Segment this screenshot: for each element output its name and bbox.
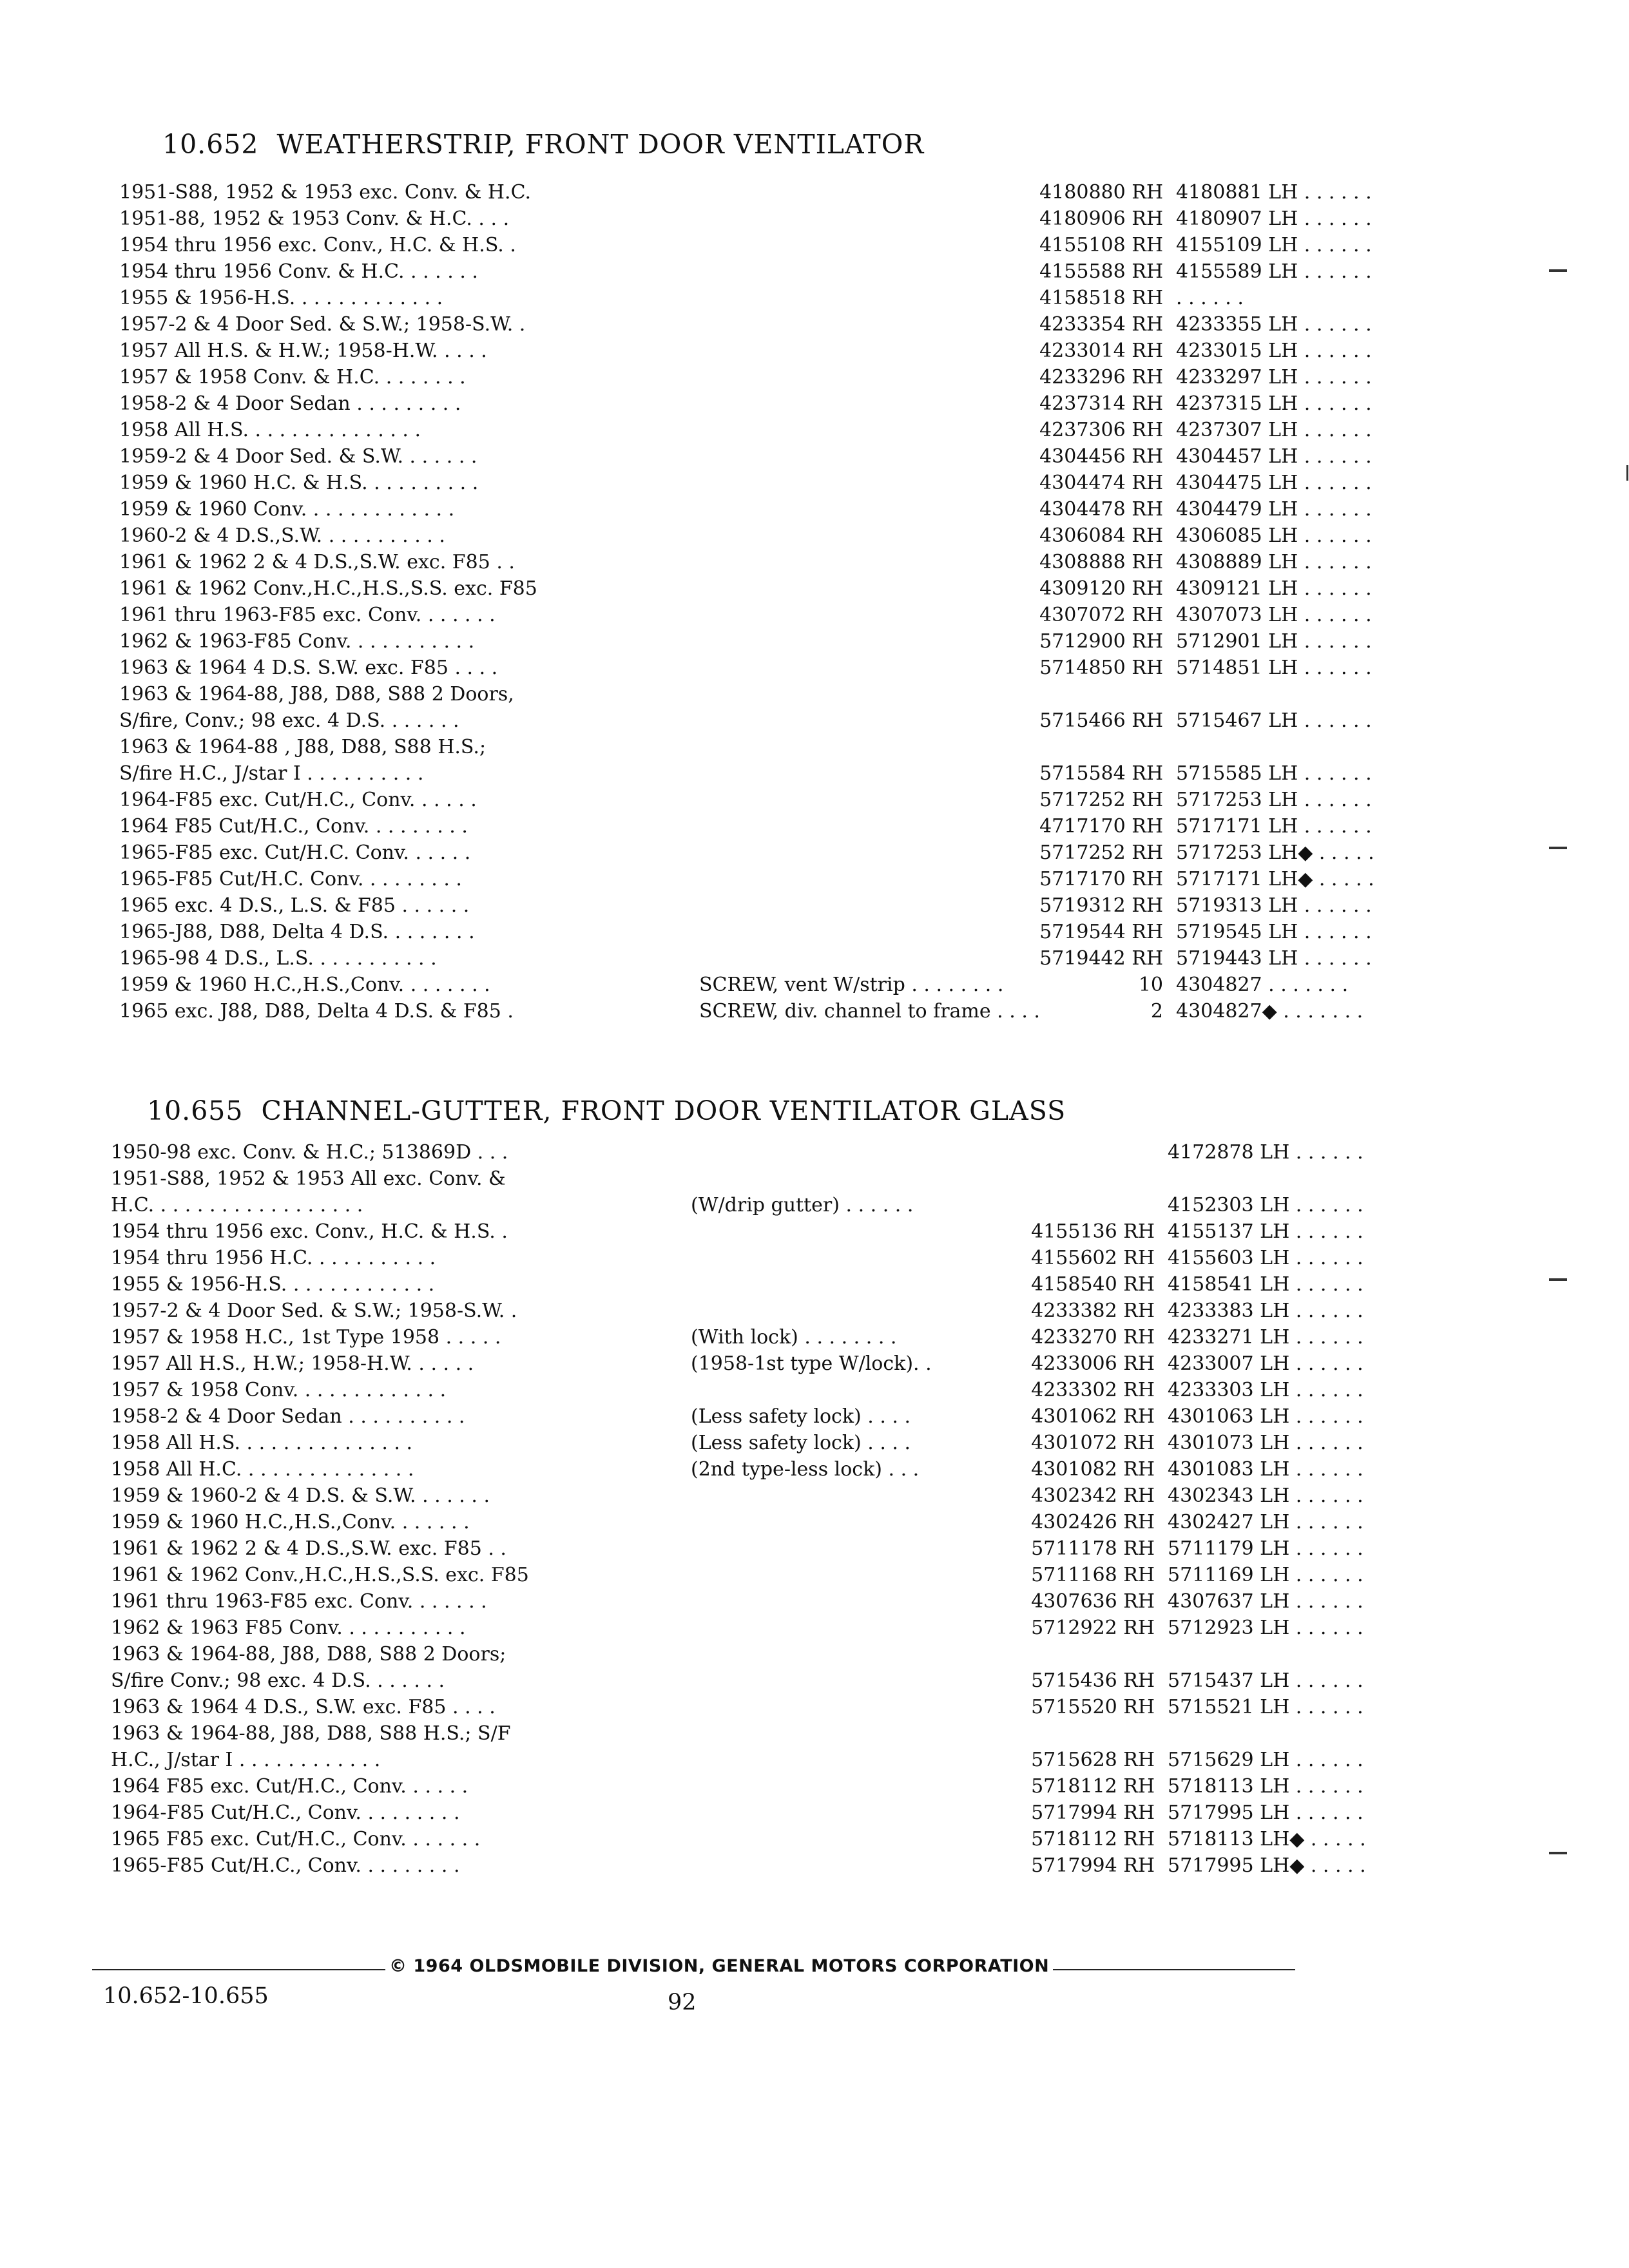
model-cell: 1958 All H.C. . . . . . . . . . . . . . . bbox=[111, 1458, 414, 1481]
lh-part-number: 5717995 LH . . . . . . bbox=[1168, 1802, 1364, 1824]
copyright-notice: © 1964 OLDSMOBILE DIVISION, GENERAL MOTORS CORPORATION bbox=[385, 1956, 1053, 1976]
rh-part-number: 5711168 RH bbox=[1031, 1564, 1155, 1586]
rh-part-number: 4233006 RH bbox=[1031, 1352, 1155, 1375]
model-cell: 1958 All H.S. . . . . . . . . . . . . . . bbox=[119, 419, 421, 441]
lh-part-number: 4233297 LH . . . . . . bbox=[1176, 366, 1372, 389]
margin-tick bbox=[1626, 465, 1628, 481]
table-row bbox=[119, 575, 1629, 602]
note-cell: (Less safety lock) . . . . bbox=[691, 1405, 911, 1428]
lh-part-number: 4233007 LH . . . . . . bbox=[1168, 1352, 1364, 1375]
lh-part-number: 4302427 LH . . . . . . bbox=[1168, 1511, 1364, 1533]
table-row bbox=[111, 1166, 1629, 1218]
lh-part-number: 4304457 LH . . . . . . bbox=[1176, 445, 1372, 468]
model-cell: 1954 thru 1956 H.C. . . . . . . . . . . bbox=[111, 1247, 436, 1269]
table-row bbox=[111, 1694, 1629, 1720]
lh-part-number: 4301073 LH . . . . . . bbox=[1168, 1432, 1364, 1454]
lh-part-number: 4237307 LH . . . . . . bbox=[1176, 419, 1372, 441]
model-cell: 1957 & 1958 Conv. & H.C. . . . . . . . bbox=[119, 366, 466, 389]
note-cell: (1958-1st type W/lock). . bbox=[691, 1352, 932, 1375]
margin-tick bbox=[1549, 847, 1567, 849]
note-cell: SCREW, vent W/strip . . . . . . . . bbox=[699, 974, 1004, 996]
rh-part-number: 4304456 RH bbox=[1039, 445, 1163, 468]
table-row bbox=[119, 655, 1629, 681]
lh-part-number: 5717171 LH . . . . . . bbox=[1176, 815, 1372, 838]
lh-part-number: 5714851 LH . . . . . . bbox=[1176, 657, 1372, 679]
table-row bbox=[111, 1245, 1629, 1271]
table-row bbox=[119, 258, 1629, 285]
table-row bbox=[111, 1588, 1629, 1615]
rh-part-number: 5717994 RH bbox=[1031, 1854, 1155, 1877]
margin-tick bbox=[1549, 1278, 1567, 1281]
lh-part-number: 5712901 LH . . . . . . bbox=[1176, 630, 1372, 653]
lh-part-number: 4155603 LH . . . . . . bbox=[1168, 1247, 1364, 1269]
model-cell: 1964-F85 exc. Cut/H.C., Conv. . . . . . bbox=[119, 789, 477, 811]
table-row bbox=[119, 628, 1629, 655]
page-reference: 10.652-10.655 bbox=[103, 1983, 269, 2009]
table-row bbox=[111, 1720, 1629, 1773]
model-cell: 1958 All H.S. . . . . . . . . . . . . . . bbox=[111, 1432, 413, 1454]
model-cell: 1965-F85 Cut/H.C., Conv. . . . . . . . . bbox=[111, 1854, 460, 1877]
lh-part-number: 4308889 LH . . . . . . bbox=[1176, 551, 1372, 573]
table-row bbox=[119, 232, 1629, 258]
model-cell: 1950-98 exc. Conv. & H.C.; 513869D . . . bbox=[111, 1141, 508, 1164]
section-title-10655 bbox=[147, 1095, 1066, 1126]
model-cell: 1961 & 1962 Conv.,H.C.,H.S.,S.S. exc. F85 bbox=[119, 577, 537, 600]
page-number: 92 bbox=[668, 1990, 697, 2015]
table-row bbox=[119, 179, 1629, 206]
table-row bbox=[119, 681, 1629, 734]
table-row bbox=[119, 866, 1629, 892]
margin-tick bbox=[1549, 269, 1567, 272]
table-row bbox=[119, 206, 1629, 232]
table-row bbox=[111, 1271, 1629, 1298]
table-row bbox=[119, 338, 1629, 364]
rh-part-number: 4233296 RH bbox=[1039, 366, 1163, 389]
table-row bbox=[111, 1483, 1629, 1509]
lh-part-number: 4180907 LH . . . . . . bbox=[1176, 207, 1372, 230]
table-row bbox=[111, 1324, 1629, 1350]
model-cell: 1957 All H.S. & H.W.; 1958-H.W. . . . . bbox=[119, 340, 487, 362]
lh-part-number: 5712923 LH . . . . . . bbox=[1168, 1617, 1364, 1639]
lh-part-number: 4233303 LH . . . . . . bbox=[1168, 1379, 1364, 1401]
table-row bbox=[119, 443, 1629, 470]
rh-part-number: 4155588 RH bbox=[1039, 260, 1163, 283]
table-row bbox=[119, 787, 1629, 813]
rh-part-number: 4306084 RH bbox=[1039, 524, 1163, 547]
rh-part-number: 4233014 RH bbox=[1039, 340, 1163, 362]
model-cell: 1964 F85 Cut/H.C., Conv. . . . . . . . . bbox=[119, 815, 468, 838]
table-row bbox=[119, 945, 1629, 972]
model-cell: 1963 & 1964 4 D.S. S.W. exc. F85 . . . . bbox=[119, 657, 498, 679]
rh-part-number: 5717994 RH bbox=[1031, 1802, 1155, 1824]
table-row bbox=[111, 1615, 1629, 1641]
parts-table-10652 bbox=[119, 179, 1629, 1024]
model-cell: 1954 thru 1956 exc. Conv., H.C. & H.S. . bbox=[111, 1220, 508, 1243]
rh-part-number: 4233270 RH bbox=[1031, 1326, 1155, 1349]
model-cell: 1959 & 1960 Conv. . . . . . . . . . . . . bbox=[119, 498, 455, 521]
lh-part-number: 4233355 LH . . . . . . bbox=[1176, 313, 1372, 336]
lh-part-number: 5717995 LH◆ . . . . . bbox=[1168, 1854, 1366, 1877]
lh-part-number: . . . . . . bbox=[1176, 287, 1244, 309]
rh-part-number: 5715466 RH bbox=[1039, 709, 1163, 732]
lh-part-number: 4152303 LH . . . . . . bbox=[1168, 1194, 1364, 1216]
model-cell: 1955 & 1956-H.S. . . . . . . . . . . . . bbox=[119, 287, 443, 309]
table-row bbox=[111, 1535, 1629, 1562]
rh-part-number: 4717170 RH bbox=[1039, 815, 1163, 838]
lh-part-number: 4307637 LH . . . . . . bbox=[1168, 1590, 1364, 1613]
model-cell: 1961 & 1962 2 & 4 D.S.,S.W. exc. F85 . . bbox=[119, 551, 515, 573]
model-cell: 1958-2 & 4 Door Sedan . . . . . . . . . bbox=[119, 392, 461, 415]
rh-part-number: 4301062 RH bbox=[1031, 1405, 1155, 1428]
note-cell: SCREW, div. channel to frame . . . . bbox=[699, 1000, 1040, 1023]
lh-part-number: 4306085 LH . . . . . . bbox=[1176, 524, 1372, 547]
lh-part-number: 5718113 LH . . . . . . bbox=[1168, 1775, 1364, 1798]
rh-part-number: 5719544 RH bbox=[1039, 921, 1163, 943]
model-cell: 1962 & 1963-F85 Conv. . . . . . . . . . . bbox=[119, 630, 475, 653]
table-row bbox=[111, 1139, 1629, 1166]
lh-part-number: 5717171 LH◆ . . . . . bbox=[1176, 868, 1374, 890]
note-cell: (With lock) . . . . . . . . bbox=[691, 1326, 897, 1349]
rh-part-number: 4237306 RH bbox=[1039, 419, 1163, 441]
model-cell: 1965 exc. 4 D.S., L.S. & F85 . . . . . . bbox=[119, 894, 470, 917]
lh-part-number: 5715629 LH . . . . . . bbox=[1168, 1749, 1364, 1771]
model-cell: 1964-F85 Cut/H.C., Conv. . . . . . . . . bbox=[111, 1802, 460, 1824]
rh-part-number: 4301082 RH bbox=[1031, 1458, 1155, 1481]
lh-part-number: 4301083 LH . . . . . . bbox=[1168, 1458, 1364, 1481]
model-cell: 1961 thru 1963-F85 exc. Conv. . . . . . . bbox=[119, 604, 496, 626]
rh-part-number: 4158518 RH bbox=[1039, 287, 1163, 309]
margin-tick bbox=[1549, 1852, 1567, 1854]
section-heading: WEATHERSTRIP, FRONT DOOR VENTILATOR bbox=[276, 129, 925, 160]
section-title-10652 bbox=[162, 129, 924, 160]
model-cell: 1959 & 1960-2 & 4 D.S. & S.W. . . . . . . bbox=[111, 1485, 490, 1507]
lh-part-number: 4180881 LH . . . . . . bbox=[1176, 181, 1372, 204]
lh-part-number: 4304827◆ . . . . . . . bbox=[1176, 1000, 1364, 1023]
rh-part-number: 5719312 RH bbox=[1039, 894, 1163, 917]
lh-part-number: 4155109 LH . . . . . . bbox=[1176, 234, 1372, 256]
model-cell: 1959-2 & 4 Door Sed. & S.W. . . . . . . bbox=[119, 445, 477, 468]
lh-part-number: 5719313 LH . . . . . . bbox=[1176, 894, 1372, 917]
rh-part-number: 4180906 RH bbox=[1039, 207, 1163, 230]
table-row bbox=[119, 364, 1629, 390]
table-row bbox=[119, 919, 1629, 945]
section-heading: CHANNEL-GUTTER, FRONT DOOR VENTILATOR GLASS bbox=[261, 1095, 1066, 1126]
lh-part-number: 5717253 LH◆ . . . . . bbox=[1176, 841, 1374, 864]
rh-part-number: 4155136 RH bbox=[1031, 1220, 1155, 1243]
lh-part-number: 5711179 LH . . . . . . bbox=[1168, 1537, 1364, 1560]
table-row bbox=[111, 1641, 1629, 1694]
footer-rule-left bbox=[92, 1969, 389, 1970]
table-row bbox=[119, 390, 1629, 417]
table-row bbox=[119, 972, 1629, 998]
model-cell: 1961 thru 1963-F85 exc. Conv. . . . . . . bbox=[111, 1590, 487, 1613]
lh-part-number: 4302343 LH . . . . . . bbox=[1168, 1485, 1364, 1507]
lh-part-number: 4155137 LH . . . . . . bbox=[1168, 1220, 1364, 1243]
model-cell: 1963 & 1964-88, J88, D88, S88 2 Doors, S/fire, Conv.; 98 exc. 4 D.S. . . . . . . bbox=[119, 683, 514, 732]
quantity: 2 bbox=[1150, 1000, 1163, 1023]
note-cell: (W/drip gutter) . . . . . . bbox=[691, 1194, 914, 1216]
model-cell: 1963 & 1964-88, J88, D88, S88 H.S.; S/F H.C., J/star I . . . . . . . . . . . . bbox=[111, 1722, 511, 1771]
lh-part-number: 4233383 LH . . . . . . bbox=[1168, 1300, 1364, 1322]
lh-part-number: 4307073 LH . . . . . . bbox=[1176, 604, 1372, 626]
table-row bbox=[111, 1377, 1629, 1403]
lh-part-number: 5715437 LH . . . . . . bbox=[1168, 1669, 1364, 1692]
quantity: 10 bbox=[1138, 974, 1163, 996]
model-cell: 1965-F85 Cut/H.C. Conv. . . . . . . . . bbox=[119, 868, 462, 890]
table-row bbox=[119, 523, 1629, 549]
lh-part-number: 4304475 LH . . . . . . bbox=[1176, 472, 1372, 494]
rh-part-number: 4302342 RH bbox=[1031, 1485, 1155, 1507]
rh-part-number: 4180880 RH bbox=[1039, 181, 1163, 204]
table-row bbox=[111, 1218, 1629, 1245]
table-row bbox=[119, 813, 1629, 840]
model-cell: 1958-2 & 4 Door Sedan . . . . . . . . . . bbox=[111, 1405, 465, 1428]
table-row bbox=[111, 1509, 1629, 1535]
table-row bbox=[119, 892, 1629, 919]
rh-part-number: 5717170 RH bbox=[1039, 868, 1163, 890]
table-row bbox=[111, 1852, 1629, 1879]
rh-part-number: 4307636 RH bbox=[1031, 1590, 1155, 1613]
rh-part-number: 5717252 RH bbox=[1039, 789, 1163, 811]
rh-part-number: 4233354 RH bbox=[1039, 313, 1163, 336]
section-number: 10.655 bbox=[147, 1095, 244, 1126]
model-cell: 1965-J88, D88, Delta 4 D.S. . . . . . . . bbox=[119, 921, 475, 943]
model-cell: 1965-F85 exc. Cut/H.C. Conv. . . . . . bbox=[119, 841, 471, 864]
rh-part-number: 5715520 RH bbox=[1031, 1696, 1155, 1718]
lh-part-number: 5711169 LH . . . . . . bbox=[1168, 1564, 1364, 1586]
model-cell: 1964 F85 exc. Cut/H.C., Conv. . . . . . bbox=[111, 1775, 468, 1798]
lh-part-number: 5719545 LH . . . . . . bbox=[1176, 921, 1372, 943]
rh-part-number: 4304474 RH bbox=[1039, 472, 1163, 494]
model-cell: 1959 & 1960 H.C. & H.S. . . . . . . . . . bbox=[119, 472, 479, 494]
rh-part-number: 4233302 RH bbox=[1031, 1379, 1155, 1401]
table-row bbox=[111, 1430, 1629, 1456]
rh-part-number: 5715584 RH bbox=[1039, 762, 1163, 785]
model-cell: 1957-2 & 4 Door Sed. & S.W.; 1958-S.W. . bbox=[111, 1300, 517, 1322]
rh-part-number: 4158540 RH bbox=[1031, 1273, 1155, 1296]
rh-part-number: 4301072 RH bbox=[1031, 1432, 1155, 1454]
lh-part-number: 4155589 LH . . . . . . bbox=[1176, 260, 1372, 283]
table-row bbox=[119, 998, 1629, 1024]
model-cell: 1960-2 & 4 D.S.,S.W. . . . . . . . . . . bbox=[119, 524, 445, 547]
lh-part-number: 5717253 LH . . . . . . bbox=[1176, 789, 1372, 811]
table-row bbox=[119, 549, 1629, 575]
rh-part-number: 4308888 RH bbox=[1039, 551, 1163, 573]
model-cell: 1965-98 4 D.S., L.S. . . . . . . . . . . bbox=[119, 947, 437, 970]
table-row bbox=[119, 602, 1629, 628]
model-cell: 1951-S88, 1952 & 1953 All exc. Conv. & H.C. . . . . . . . . . . . . . . . . . bbox=[111, 1168, 506, 1216]
model-cell: 1961 & 1962 Conv.,H.C.,H.S.,S.S. exc. F85 bbox=[111, 1564, 529, 1586]
rh-part-number: 4155108 RH bbox=[1039, 234, 1163, 256]
model-cell: 1957 & 1958 Conv. . . . . . . . . . . . . bbox=[111, 1379, 447, 1401]
model-cell: 1963 & 1964-88 , J88, D88, S88 H.S.; S/fire H.C., J/star I . . . . . . . . . . bbox=[119, 736, 487, 785]
rh-part-number: 5712900 RH bbox=[1039, 630, 1163, 653]
table-row bbox=[111, 1773, 1629, 1800]
lh-part-number: 5719443 LH . . . . . . bbox=[1176, 947, 1372, 970]
table-row bbox=[119, 840, 1629, 866]
rh-part-number: 5715436 RH bbox=[1031, 1669, 1155, 1692]
lh-part-number: 4301063 LH . . . . . . bbox=[1168, 1405, 1364, 1428]
rh-part-number: 4304478 RH bbox=[1039, 498, 1163, 521]
table-row bbox=[111, 1562, 1629, 1588]
lh-part-number: 5718113 LH◆ . . . . . bbox=[1168, 1828, 1366, 1850]
table-row bbox=[111, 1826, 1629, 1852]
model-cell: 1957 All H.S., H.W.; 1958-H.W. . . . . . bbox=[111, 1352, 474, 1375]
model-cell: 1961 & 1962 2 & 4 D.S.,S.W. exc. F85 . . bbox=[111, 1537, 506, 1560]
lh-part-number: 4237315 LH . . . . . . bbox=[1176, 392, 1372, 415]
model-cell: 1963 & 1964 4 D.S., S.W. exc. F85 . . . . bbox=[111, 1696, 496, 1718]
rh-part-number: 4237314 RH bbox=[1039, 392, 1163, 415]
rh-part-number: 5718112 RH bbox=[1031, 1775, 1155, 1798]
model-cell: 1957 & 1958 H.C., 1st Type 1958 . . . . . bbox=[111, 1326, 501, 1349]
table-row bbox=[119, 470, 1629, 496]
note-cell: (Less safety lock) . . . . bbox=[691, 1432, 911, 1454]
rh-part-number: 5712922 RH bbox=[1031, 1617, 1155, 1639]
rh-part-number: 5718112 RH bbox=[1031, 1828, 1155, 1850]
lh-part-number: 4233271 LH . . . . . . bbox=[1168, 1326, 1364, 1349]
table-row bbox=[119, 734, 1629, 787]
model-cell: 1959 & 1960 H.C.,H.S.,Conv. . . . . . . . bbox=[119, 974, 490, 996]
model-cell: 1965 F85 exc. Cut/H.C., Conv. . . . . . . bbox=[111, 1828, 481, 1850]
table-row bbox=[119, 311, 1629, 338]
rh-part-number: 4309120 RH bbox=[1039, 577, 1163, 600]
model-cell: 1954 thru 1956 exc. Conv., H.C. & H.S. . bbox=[119, 234, 516, 256]
table-row bbox=[111, 1456, 1629, 1483]
lh-part-number: 4304479 LH . . . . . . bbox=[1176, 498, 1372, 521]
rh-part-number: 5714850 RH bbox=[1039, 657, 1163, 679]
rh-part-number: 5711178 RH bbox=[1031, 1537, 1155, 1560]
model-cell: 1951-S88, 1952 & 1953 exc. Conv. & H.C. bbox=[119, 181, 531, 204]
model-cell: 1951-88, 1952 & 1953 Conv. & H.C. . . . bbox=[119, 207, 510, 230]
lh-part-number: 4233015 LH . . . . . . bbox=[1176, 340, 1372, 362]
model-cell: 1965 exc. J88, D88, Delta 4 D.S. & F85 . bbox=[119, 1000, 514, 1023]
lh-part-number: 5715467 LH . . . . . . bbox=[1176, 709, 1372, 732]
lh-part-number: 4304827 . . . . . . . bbox=[1176, 974, 1349, 996]
model-cell: 1955 & 1956-H.S. . . . . . . . . . . . . bbox=[111, 1273, 435, 1296]
section-number: 10.652 bbox=[162, 129, 259, 160]
rh-part-number: 4302426 RH bbox=[1031, 1511, 1155, 1533]
model-cell: 1963 & 1964-88, J88, D88, S88 2 Doors; S/fire Conv.; 98 exc. 4 D.S. . . . . . . bbox=[111, 1643, 506, 1692]
lh-part-number: 5715521 LH . . . . . . bbox=[1168, 1696, 1364, 1718]
lh-part-number: 4309121 LH . . . . . . bbox=[1176, 577, 1372, 600]
table-row bbox=[111, 1403, 1629, 1430]
table-row bbox=[119, 496, 1629, 523]
model-cell: 1957-2 & 4 Door Sed. & S.W.; 1958-S.W. . bbox=[119, 313, 526, 336]
model-cell: 1954 thru 1956 Conv. & H.C. . . . . . . bbox=[119, 260, 478, 283]
table-row bbox=[111, 1350, 1629, 1377]
lh-part-number: 5715585 LH . . . . . . bbox=[1176, 762, 1372, 785]
table-row bbox=[111, 1800, 1629, 1826]
rh-part-number: 5717252 RH bbox=[1039, 841, 1163, 864]
rh-part-number: 5719442 RH bbox=[1039, 947, 1163, 970]
note-cell: (2nd type-less lock) . . . bbox=[691, 1458, 920, 1481]
model-cell: 1959 & 1960 H.C.,H.S.,Conv. . . . . . . bbox=[111, 1511, 470, 1533]
rh-part-number: 4307072 RH bbox=[1039, 604, 1163, 626]
lh-part-number: 4158541 LH . . . . . . bbox=[1168, 1273, 1364, 1296]
rh-part-number: 5715628 RH bbox=[1031, 1749, 1155, 1771]
lh-part-number: 4172878 LH . . . . . . bbox=[1168, 1141, 1364, 1164]
table-row bbox=[119, 417, 1629, 443]
rh-part-number: 4233382 RH bbox=[1031, 1300, 1155, 1322]
table-row bbox=[119, 285, 1629, 311]
rh-part-number: 4155602 RH bbox=[1031, 1247, 1155, 1269]
model-cell: 1962 & 1963 F85 Conv. . . . . . . . . . . bbox=[111, 1617, 466, 1639]
table-row bbox=[111, 1298, 1629, 1324]
parts-table-10655 bbox=[111, 1139, 1629, 1879]
